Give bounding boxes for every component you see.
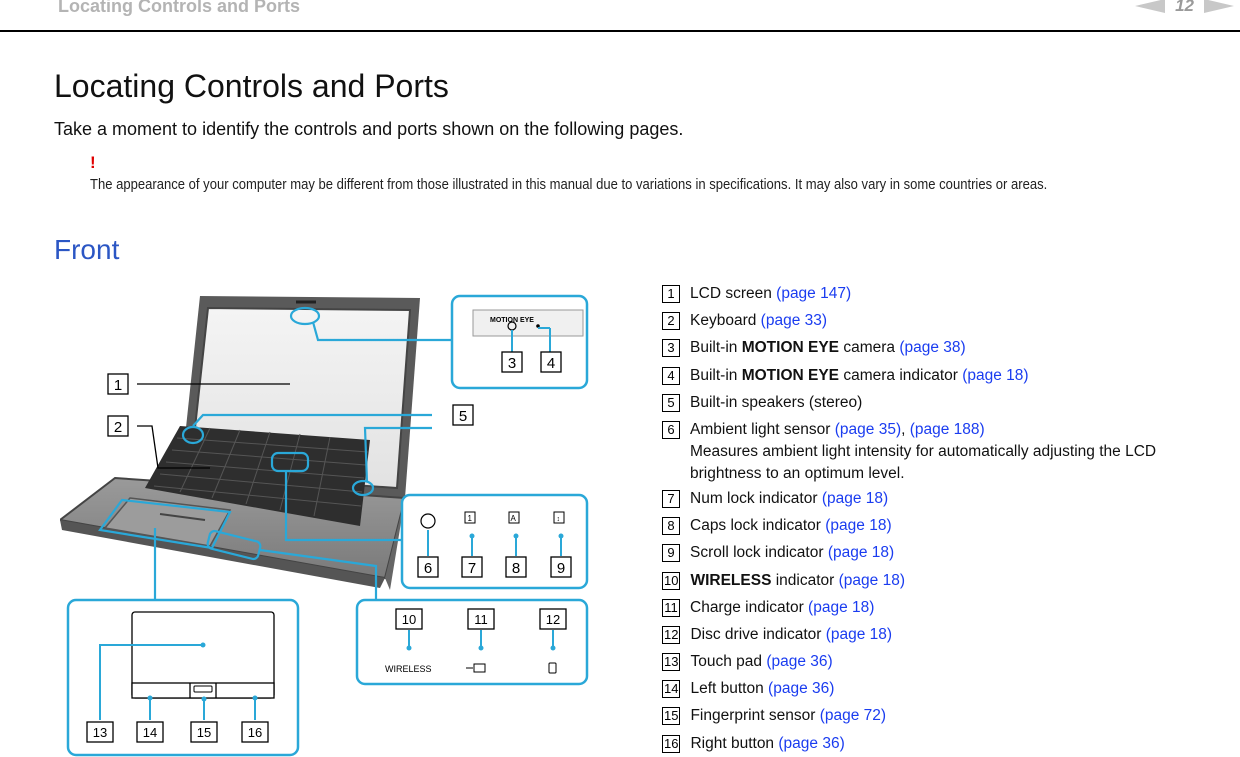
legend-label: Disc drive indicator xyxy=(690,625,822,643)
page-number: 12 xyxy=(1175,0,1194,15)
legend-text xyxy=(690,515,892,537)
inset-camera xyxy=(452,296,587,388)
legend-text xyxy=(690,705,886,727)
legend-number: 6 xyxy=(662,421,680,439)
warning-icon: ! xyxy=(90,153,96,172)
legend-item xyxy=(662,570,1222,592)
legend-text xyxy=(690,283,851,305)
svg-text:16: 16 xyxy=(247,725,263,740)
legend-label-bold: WIRELESS xyxy=(690,571,772,589)
legend-text xyxy=(690,733,844,755)
svg-text:2: 2 xyxy=(113,419,123,436)
page-reference-link[interactable]: (page 33) xyxy=(760,312,828,330)
legend-label: Num lock indicator xyxy=(690,489,818,507)
legend-text xyxy=(690,597,874,619)
page-reference-link[interactable]: (page 38) xyxy=(899,339,966,357)
page-reference-link[interactable]: (page 36) xyxy=(766,653,833,671)
callout-11 xyxy=(468,609,494,629)
laptop-front-illustration xyxy=(60,288,595,757)
legend-description: Measures ambient light intensity for automatically adjusting the LCD brightness to an optimum level. xyxy=(690,442,1157,482)
callout-4 xyxy=(541,352,561,372)
legend-number: 10 xyxy=(664,572,679,588)
callout-2 xyxy=(108,416,128,436)
legend-label: Left button xyxy=(690,680,764,698)
legend-label: Scroll lock indicator xyxy=(690,544,824,562)
callout-15 xyxy=(191,722,217,742)
svg-text:3: 3 xyxy=(507,355,517,372)
page-reference-link[interactable]: (page 18) xyxy=(827,544,895,562)
legend-item xyxy=(662,283,1222,305)
callout-9 xyxy=(551,557,571,577)
page-reference-link[interactable]: (page 36) xyxy=(768,680,835,698)
warning-note: The appearance of your computer may be different from those illustrated in this manual due to variations in specifications. It may also vary in some countries or areas. xyxy=(90,177,1048,193)
legend-label: Charge indicator xyxy=(690,598,804,616)
legend-text xyxy=(690,570,905,592)
svg-text:↕: ↕ xyxy=(556,516,560,523)
legend-number: 5 xyxy=(662,394,680,412)
running-header-title: Locating Controls and Ports xyxy=(58,0,301,16)
legend-item xyxy=(662,651,1222,673)
legend-text xyxy=(690,365,1029,387)
svg-text:6: 6 xyxy=(423,560,433,577)
callout-16 xyxy=(242,722,268,742)
header-divider xyxy=(0,30,1240,32)
legend-number: 14 xyxy=(664,681,679,697)
callout-6 xyxy=(418,557,438,577)
page-reference-link[interactable]: (page 18) xyxy=(962,366,1029,384)
page-reference-link[interactable]: (page 18) xyxy=(825,517,892,535)
legend-item xyxy=(662,337,1222,359)
legend-text xyxy=(690,624,892,646)
callout-3 xyxy=(502,352,522,372)
next-page-arrow-icon[interactable] xyxy=(1204,0,1234,13)
motion-eye-label: MOTION EYE xyxy=(490,317,534,324)
legend-number: 3 xyxy=(662,339,680,357)
legend-number: 15 xyxy=(664,708,679,724)
legend-number: 9 xyxy=(662,544,680,562)
legend-label: Touch pad xyxy=(690,653,762,671)
svg-text:1: 1 xyxy=(467,514,472,523)
svg-text:12: 12 xyxy=(545,612,561,627)
legend-number: 16 xyxy=(664,735,679,751)
wireless-label: WIRELESS xyxy=(385,664,432,674)
previous-page-arrow-icon[interactable] xyxy=(1135,0,1165,13)
legend-text xyxy=(690,392,862,414)
legend-label: Fingerprint sensor xyxy=(690,707,816,725)
legend-text xyxy=(690,542,894,564)
legend-number: 13 xyxy=(664,654,679,670)
page-reference-link[interactable]: (page 18) xyxy=(825,625,893,643)
legend-number: 8 xyxy=(662,517,680,535)
page-reference-link[interactable]: (page 72) xyxy=(819,707,887,725)
legend-item xyxy=(662,705,1222,727)
legend-label: Right button xyxy=(690,734,775,752)
legend-number: 12 xyxy=(664,626,679,642)
svg-text:15: 15 xyxy=(196,725,212,740)
legend-label: LCD screen xyxy=(690,285,772,302)
legend-text xyxy=(690,337,966,359)
svg-text:7: 7 xyxy=(467,560,477,577)
legend-text xyxy=(690,488,888,510)
legend-number: 1 xyxy=(662,285,680,303)
legend-number: 2 xyxy=(662,312,680,330)
component-legend xyxy=(662,283,1222,757)
legend-item xyxy=(662,419,1222,485)
page-reference-link[interactable]: (page 35) xyxy=(834,420,902,438)
legend-label: Caps lock indicator xyxy=(690,517,821,535)
legend-label-suffix: indicator xyxy=(775,571,835,589)
svg-text:5: 5 xyxy=(458,408,468,425)
legend-item xyxy=(662,365,1222,387)
callout-8 xyxy=(506,557,526,577)
legend-item xyxy=(662,392,1222,414)
page-reference-link[interactable]: (page 18) xyxy=(821,489,889,507)
svg-text:1: 1 xyxy=(113,377,123,394)
legend-text xyxy=(690,310,827,332)
legend-number: 4 xyxy=(662,367,680,385)
callout-14 xyxy=(137,722,163,742)
svg-text:11: 11 xyxy=(474,612,488,627)
legend-item xyxy=(662,542,1222,564)
legend-item xyxy=(662,678,1222,700)
callout-5 xyxy=(453,405,473,425)
page-reference-link[interactable]: (page 18) xyxy=(808,598,875,616)
legend-number: 11 xyxy=(662,599,680,617)
svg-text:10: 10 xyxy=(401,612,417,627)
legend-label-bold: MOTION EYE xyxy=(741,339,840,357)
laptop-base xyxy=(60,426,405,590)
svg-text:14: 14 xyxy=(142,725,158,740)
section-heading: Front xyxy=(54,234,120,265)
legend-item xyxy=(662,515,1222,537)
page-reference-link[interactable]: (page 147) xyxy=(776,285,852,302)
svg-text:4: 4 xyxy=(546,355,556,372)
legend-item xyxy=(662,488,1222,510)
legend-label-suffix: camera xyxy=(843,339,896,357)
callout-13 xyxy=(87,722,113,742)
legend-number: 7 xyxy=(662,490,680,508)
page-reference-link[interactable]: (page 36) xyxy=(778,734,845,752)
page-navigation xyxy=(1135,0,1234,16)
legend-label: Ambient light sensor xyxy=(690,420,831,438)
callout-10 xyxy=(396,609,422,629)
page-reference-link[interactable]: (page 18) xyxy=(838,571,905,589)
svg-text:8: 8 xyxy=(511,560,521,577)
intro-paragraph: Take a moment to identify the controls and ports shown on the following pages. xyxy=(54,119,684,139)
legend-item xyxy=(662,310,1222,332)
svg-text:9: 9 xyxy=(556,560,566,577)
callout-1 xyxy=(108,374,128,394)
legend-item xyxy=(662,733,1222,755)
svg-text:13: 13 xyxy=(92,725,108,740)
legend-label-suffix: camera indicator xyxy=(843,366,958,384)
legend-text: Ambient light sensor (page 35), (page 188) Measures ambient light intensity for automatically adjusting the LCD brightness to an optimum level. xyxy=(690,419,1222,485)
legend-item xyxy=(662,624,1222,646)
page-title: Locating Controls and Ports xyxy=(54,68,449,104)
legend-label: Keyboard xyxy=(690,312,757,330)
legend-item xyxy=(662,597,1222,619)
legend-text xyxy=(690,678,834,700)
legend-label: Built-in speakers (stereo) xyxy=(690,393,863,411)
legend-text xyxy=(690,651,832,673)
legend-label: Built-in xyxy=(690,339,738,357)
legend-label-bold: MOTION EYE xyxy=(741,366,840,384)
page-reference-link[interactable]: (page 188) xyxy=(909,420,985,438)
callout-12 xyxy=(540,609,566,629)
callout-7 xyxy=(462,557,482,577)
legend-label: Built-in xyxy=(690,366,738,384)
svg-text:A: A xyxy=(510,514,516,523)
